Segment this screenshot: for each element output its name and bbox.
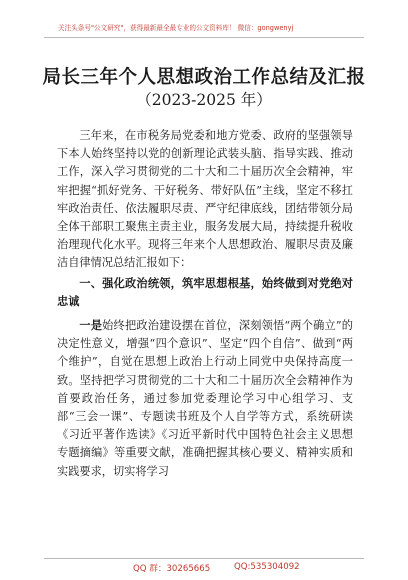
paragraph-2-text: 始终把政治建设摆在首位，深刻领悟“两个确立”的决定性意义，增强“四个意识”、坚定“四个自信”、做到“两个维护”，自觉在思想上政治上行动上同党中央保持高度一致。坚持把学习贯彻党的二十大和二十届历次全会精神作为首要政治任务，通过参加党委理论学习中心组学习、支部“三会一课”、专题读书班及个人自学等方式，系统研读《习近平著作选读》《习近平新时代中国特色社会主义思想专题摘编》等重要文献，准确把握其核心要义、精神实质和实践要求，切实将学习 <box>57 319 353 478</box>
paragraph-2-lead: 一是 <box>79 318 103 333</box>
document-body <box>57 127 353 481</box>
document-subtitle: （2023-2025 年） <box>136 91 272 109</box>
header-divider <box>44 37 364 38</box>
footer-qq-contact: QQ:535304092 <box>234 562 300 572</box>
section-heading-1: 一、强化政治统领，筑牢思想根基，始终做到对党绝对忠诚 <box>57 275 353 308</box>
footer-divider <box>44 558 364 559</box>
paragraph-2 <box>57 316 353 481</box>
header-note: 关注头条号"公文研究"，获得最新最全最专业的公文资料库！ 微信：gongwenyj <box>58 24 294 32</box>
paragraph-intro: 三年来，在市税务局党委和地方党委、政府的坚强领导下本人始终坚持以党的创新理论武装头脑、指导实践、推动工作，深入学习贯彻党的二十大和二十届历次全会精神，牢牢把握“抓好党务、干好税务、带好队伍”主线，坚定不移扛牢政治责任、依法履职尽责、严守纪律底线，团结带领分局全体干部职工聚焦主责主业，服务发展大局，持续提升税收治理现代化水平。现将三年来个人思想政治、履职尽责及廉洁自律情况总结汇报如下： <box>57 129 353 270</box>
footer-qq-group: QQ 群：30265665 <box>133 564 211 574</box>
document-title: 局长三年个人思想政治工作总结及汇报 <box>42 67 366 88</box>
